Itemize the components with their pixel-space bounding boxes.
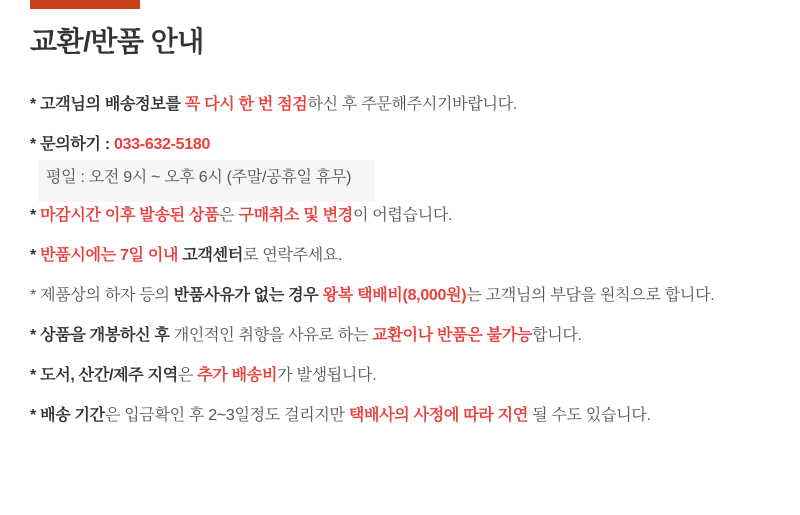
- notice-line: [30, 168, 790, 187]
- notice-segment: * 상품을 개봉하신 후: [30, 327, 170, 344]
- business-hours: 평일 : 오전 9시 ~ 오후 6시 (주말/공휴일 휴무): [46, 169, 352, 186]
- notice-list: [0, 95, 800, 425]
- notice-segment: 고객센터: [182, 247, 243, 264]
- notice-segment: 마감시간 이후 발송된 상품: [40, 207, 220, 224]
- notice-segment: 꼭 다시 한 번 점검: [184, 96, 308, 113]
- notice-line: [30, 246, 790, 265]
- notice-segment: 이 어렵습니다.: [352, 207, 453, 224]
- notice-segment: 합니다.: [532, 327, 582, 344]
- notice-segment: 하신 후 주문해주시기바랍니다.: [307, 96, 517, 113]
- notice-line: [30, 95, 790, 114]
- notice-segment: 될 수도 있습니다.: [528, 407, 651, 424]
- notice-segment: 가 발생됩니다.: [277, 367, 377, 384]
- notice-line: [30, 135, 790, 154]
- notice-segment: * 배송 기간: [30, 407, 105, 424]
- notice-segment: 교환이나 반품은 불가능: [372, 327, 533, 344]
- page-title: 교환/반품 안내: [30, 26, 204, 57]
- notice-segment: 택배사의 사정에 따라 지연: [348, 407, 528, 424]
- notice-segment: * 제품상의 하자 등의: [30, 287, 174, 304]
- notice-segment: * 문의하기 :: [30, 136, 115, 153]
- notice-segment: 로 연락주세요.: [243, 247, 343, 264]
- notice-segment: *: [30, 207, 41, 224]
- accent-bar: [30, 0, 140, 9]
- notice-segment: 반품시에는 7일 이내: [40, 247, 179, 264]
- notice-segment: 왕복 택배비(8,000원): [322, 287, 467, 304]
- notice-segment: 개인적인 취향을 사유로 하는: [169, 327, 373, 344]
- notice-segment: 은 입금확인 후 2~3일정도 걸리지만: [104, 407, 349, 424]
- notice-segment: 구매취소 및 변경: [238, 207, 353, 224]
- notice-line: [30, 286, 790, 305]
- notice-segment: 추가 배송비: [197, 367, 278, 384]
- notice-segment: * 도서, 산간/제주 지역: [30, 367, 178, 384]
- phone-number: 033-632-5180: [114, 136, 211, 153]
- notice-line: [30, 406, 790, 425]
- notice-line: [30, 366, 790, 385]
- notice-line: [30, 206, 790, 225]
- notice-segment: *: [30, 247, 41, 264]
- notice-segment: 는 고객님의 부담을 원칙으로 합니다.: [466, 287, 715, 304]
- notice-segment: 은: [219, 207, 239, 224]
- notice-segment: * 고객님의 배송정보를: [30, 96, 181, 113]
- notice-line: [30, 326, 790, 345]
- notice-segment: 반품사유가 없는 경우: [173, 287, 319, 304]
- hours-highlight: [38, 160, 375, 202]
- notice-segment: 은: [177, 367, 198, 384]
